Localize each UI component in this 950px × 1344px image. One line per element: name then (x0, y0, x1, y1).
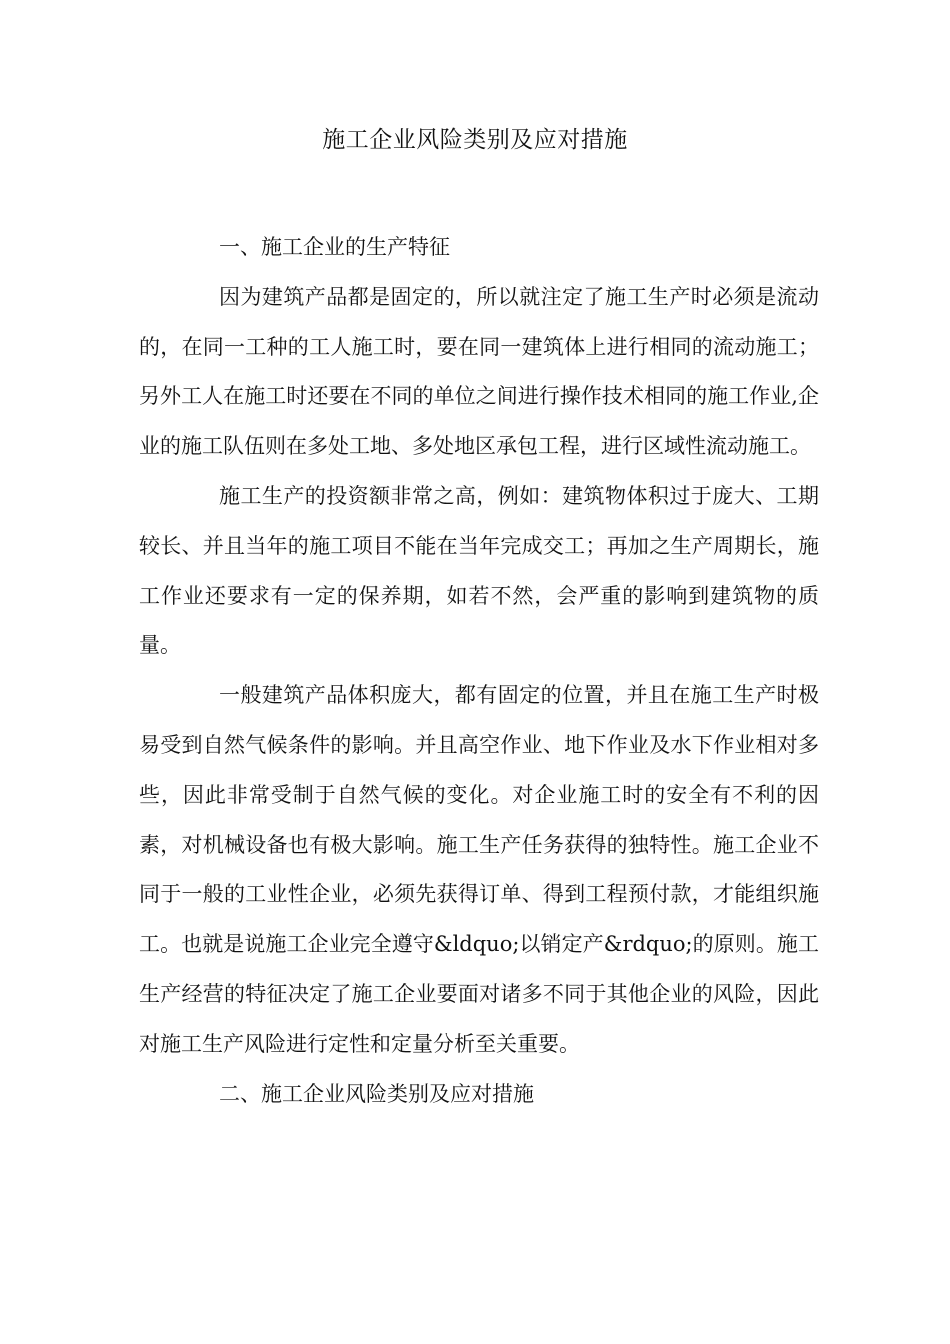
paragraph-2: 施工生产的投资额非常之高，例如：建筑物体积过于庞大、工期较长、并且当年的施工项目不能在当年完成交工；再加之生产周期长，施工作业还要求有一定的保养期，如若不然，会严重的影响到建筑物的质量。 (139, 483, 819, 658)
section-heading-1: 一、施工企业的生产特征 (219, 235, 450, 259)
document-title: 施工企业风险类别及应对措施 (322, 127, 628, 153)
paragraph-3: 一般建筑产品体积庞大，都有固定的位置，并且在施工生产时极易受到自然气候条件的影响。并且高空作业、地下作业及水下作业相对多些，因此非常受制于自然气候的变化。对企业施工时的安全有不利的因素，对机械设备也有极大影响。施工生产任务获得的独特性。施工企业不同于一般的工业性企业，必须先获得订单、得到工程预付款，才能组织施工。也就是说施工企业完全遵守&ldquo;以销定产&rdquo;的原则。施工生产经营的特征决定了施工企业要面对诸多不同于其他企业的风险，因此对施工生产风险进行定性和定量分析至关重要。 (139, 683, 819, 1056)
section-heading-2: 二、施工企业风险类别及应对措施 (219, 1081, 534, 1106)
paragraph-1: 因为建筑产品都是固定的，所以就注定了施工生产时必须是流动的，在同一工种的工人施工时，要在同一建筑体上进行相同的流动施工；另外工人在施工时还要在不同的单位之间进行操作技术相同的施工作业,企业的施工队伍则在多处工地、多处地区承包工程，进行区域性流动施工。 (139, 284, 819, 459)
document-body (139, 223, 819, 1119)
